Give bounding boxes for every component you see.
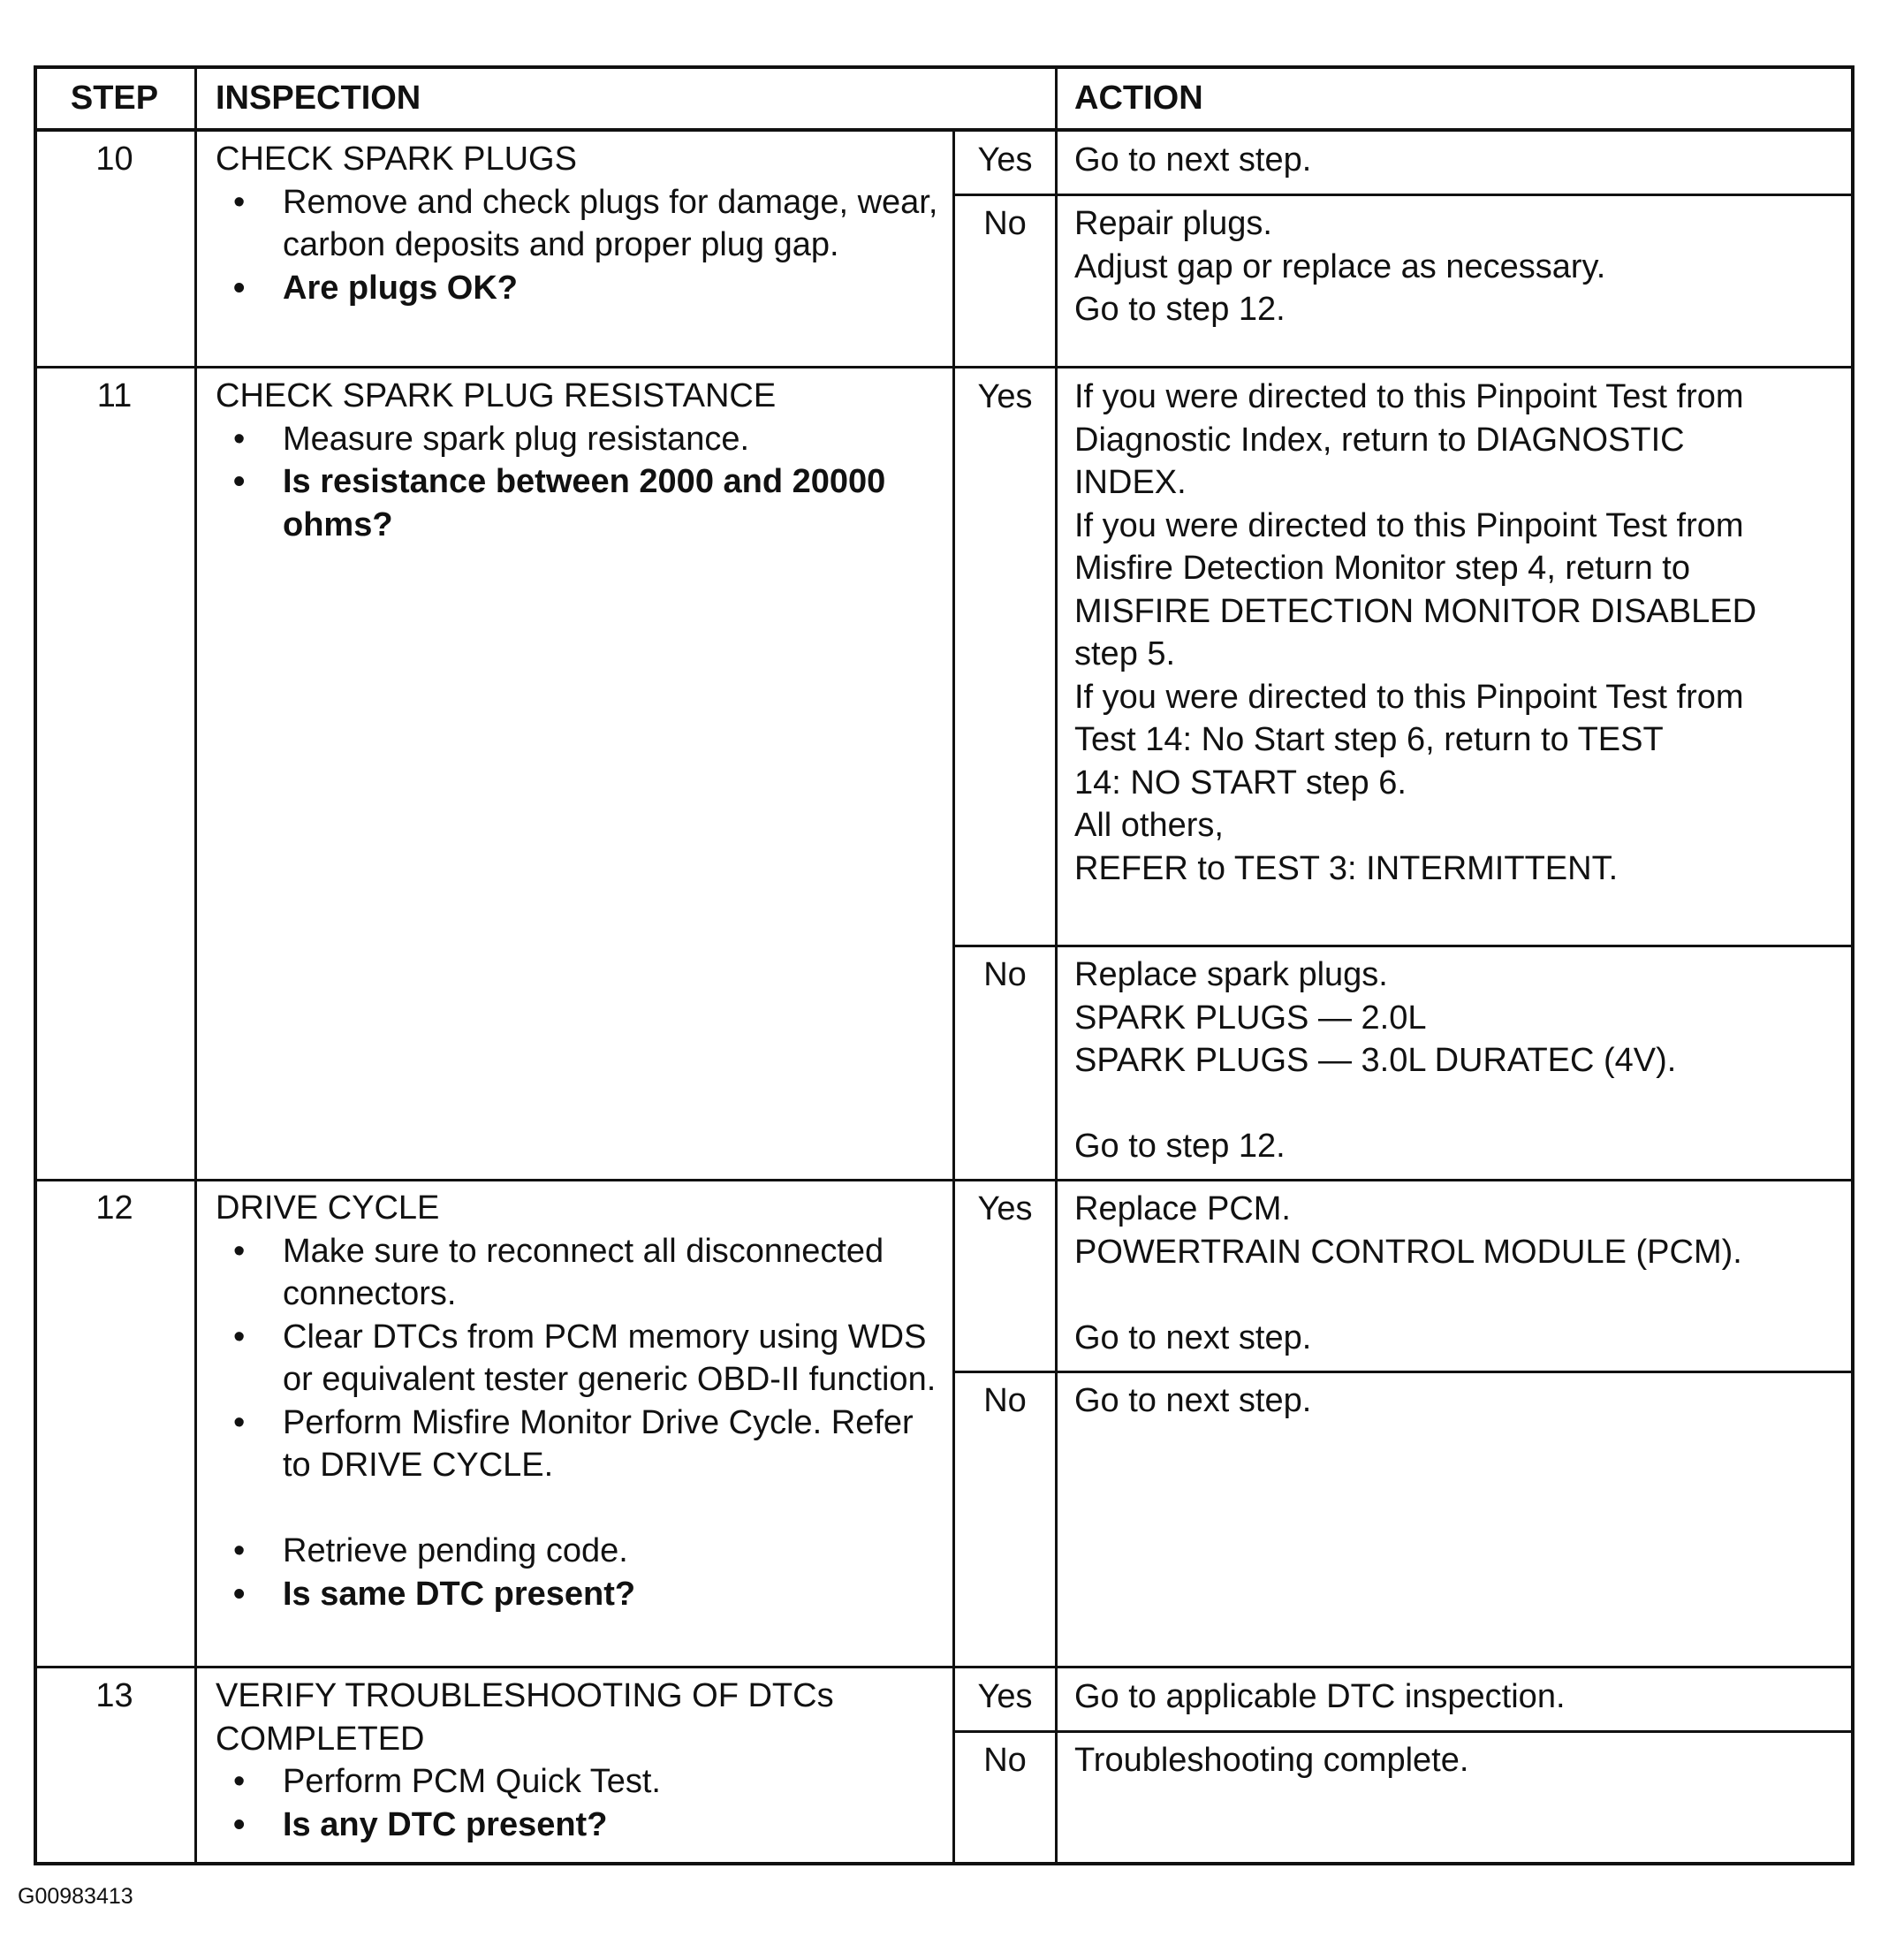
yes-action bbox=[1074, 1188, 1843, 1359]
action-line: SPARK PLUGS — 2.0L bbox=[1074, 999, 1427, 1037]
action-line: Diagnostic Index, return to DIAGNOSTIC bbox=[1074, 421, 1685, 459]
inspection-bullet: • Perform Misfire Monitor Drive Cycle. Refer to DRIVE CYCLE. bbox=[216, 1402, 940, 1487]
step-number: 13 bbox=[95, 1677, 133, 1714]
inspection-question: • Are plugs OK? bbox=[216, 267, 940, 310]
action-line: Troubleshooting complete. bbox=[1074, 1742, 1469, 1779]
figure-id: G00983413 bbox=[18, 1884, 133, 1909]
action-line: Go to applicable DTC inspection. bbox=[1074, 1678, 1566, 1715]
action-line: Go to next step. bbox=[1074, 141, 1312, 179]
no-label: No bbox=[983, 1382, 1027, 1419]
action-line bbox=[1074, 1083, 1843, 1126]
action-line: MISFIRE DETECTION MONITOR DISABLED bbox=[1074, 592, 1757, 630]
yes-no-divider bbox=[952, 1371, 1854, 1373]
action-line: INDEX. bbox=[1074, 464, 1187, 501]
row-divider bbox=[34, 366, 1854, 368]
action-line: SPARK PLUGS — 3.0L DURATEC (4V). bbox=[1074, 1042, 1677, 1079]
inspection-bullet: • Remove and check plugs for damage, wear, carbon deposits and proper plug gap. bbox=[216, 181, 940, 267]
action-line: If you were directed to this Pinpoint Test from bbox=[1074, 678, 1744, 716]
inspection-cell bbox=[216, 1187, 940, 1615]
inspection-bullet: • Measure spark plug resistance. bbox=[216, 418, 940, 461]
action-line: Replace PCM. bbox=[1074, 1190, 1291, 1227]
yes-action bbox=[1074, 376, 1843, 890]
action-line bbox=[1074, 1273, 1843, 1317]
action-line: REFER to TEST 3: INTERMITTENT. bbox=[1074, 849, 1619, 887]
yes-no-divider bbox=[952, 945, 1854, 947]
action-line: Test 14: No Start step 6, return to TEST bbox=[1074, 721, 1664, 758]
inspection-cell bbox=[216, 375, 940, 546]
action-line: Go to step 12. bbox=[1074, 1128, 1286, 1165]
inspection-cell bbox=[216, 1675, 940, 1846]
action-line: Repair plugs. bbox=[1074, 205, 1272, 242]
inspection-question: • Is any DTC present? bbox=[216, 1804, 940, 1847]
table-border-right bbox=[1851, 65, 1854, 1865]
inspection-cell bbox=[216, 138, 940, 309]
spacer bbox=[216, 1487, 940, 1531]
step-number: 10 bbox=[95, 141, 133, 178]
table-border-left bbox=[34, 65, 37, 1865]
inspection-bullet: • Perform PCM Quick Test. bbox=[216, 1760, 940, 1804]
action-line: All others, bbox=[1074, 807, 1224, 844]
yes-label: Yes bbox=[977, 1678, 1033, 1715]
yes-no-divider bbox=[952, 194, 1854, 196]
inspection-bullet: • Retrieve pending code. bbox=[216, 1530, 940, 1573]
yes-label: Yes bbox=[977, 378, 1033, 415]
inspection-title: CHECK SPARK PLUGS bbox=[216, 141, 577, 178]
action-line: 14: NO START step 6. bbox=[1074, 763, 1407, 801]
yes-no-divider bbox=[952, 1730, 1854, 1733]
action-line: If you were directed to this Pinpoint Test from bbox=[1074, 506, 1744, 544]
action-line: Replace spark plugs. bbox=[1074, 956, 1388, 993]
inspection-title: DRIVE CYCLE bbox=[216, 1189, 440, 1227]
inspection-bullet: • Make sure to reconnect all disconnected connectors. bbox=[216, 1230, 940, 1316]
action-line: Go to step 12. bbox=[1074, 291, 1286, 328]
inspection-question: • Is resistance between 2000 and 20000 ohms? bbox=[216, 460, 940, 546]
action-line: Go to next step. bbox=[1074, 1318, 1312, 1356]
col-divider-step bbox=[194, 65, 197, 1865]
inspection-question: • Is same DTC present? bbox=[216, 1573, 940, 1616]
inspection-title: VERIFY TROUBLESHOOTING OF DTCs COMPLETED bbox=[216, 1677, 834, 1758]
action-line: step 5. bbox=[1074, 635, 1176, 672]
table-border-bottom bbox=[34, 1862, 1854, 1865]
row-divider bbox=[34, 1179, 1854, 1181]
header-divider bbox=[34, 128, 1854, 132]
yes-action bbox=[1074, 1675, 1843, 1719]
inspection-title: CHECK SPARK PLUG RESISTANCE bbox=[216, 377, 777, 414]
action-line: Go to next step. bbox=[1074, 1382, 1312, 1419]
no-action bbox=[1074, 953, 1843, 1168]
no-action bbox=[1074, 1739, 1843, 1782]
step-number: 12 bbox=[95, 1189, 133, 1227]
table-border-top bbox=[34, 65, 1854, 69]
yes-label: Yes bbox=[977, 1190, 1033, 1227]
no-label: No bbox=[983, 205, 1027, 242]
header-action: ACTION bbox=[1074, 80, 1203, 117]
header-inspection: INSPECTION bbox=[216, 80, 421, 117]
action-line: Adjust gap or replace as necessary. bbox=[1074, 247, 1606, 285]
action-line: If you were directed to this Pinpoint Test from bbox=[1074, 378, 1744, 415]
col-divider-yesno bbox=[1055, 65, 1058, 1865]
action-line: Misfire Detection Monitor step 4, return to bbox=[1074, 550, 1690, 587]
diagnostic-table bbox=[34, 65, 1854, 1865]
yes-action bbox=[1074, 139, 1843, 182]
no-action bbox=[1074, 1379, 1843, 1423]
no-label: No bbox=[983, 956, 1027, 993]
row-divider bbox=[34, 1666, 1854, 1668]
no-label: No bbox=[983, 1742, 1027, 1779]
action-line: POWERTRAIN CONTROL MODULE (PCM). bbox=[1074, 1233, 1742, 1271]
no-action bbox=[1074, 202, 1843, 331]
header-step: STEP bbox=[70, 80, 159, 117]
step-number: 11 bbox=[96, 377, 133, 414]
yes-label: Yes bbox=[977, 141, 1033, 179]
inspection-bullet: • Clear DTCs from PCM memory using WDS or equivalent tester generic OBD-II function. bbox=[216, 1316, 940, 1402]
